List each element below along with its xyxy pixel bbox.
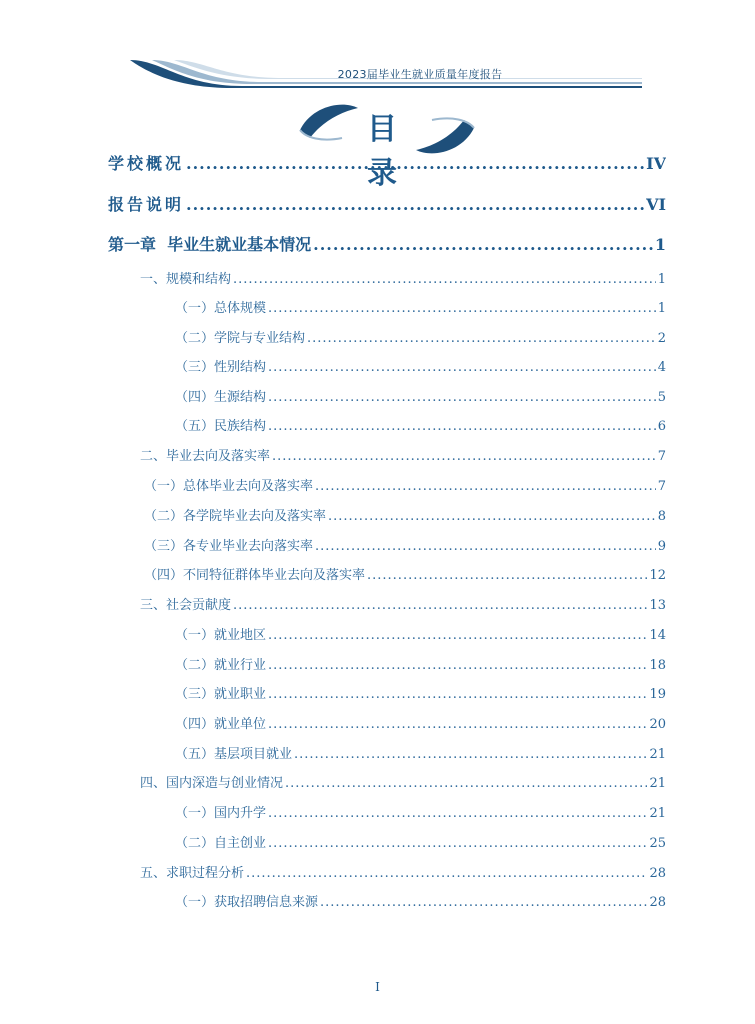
toc-entry-title: 五、求职过程分析 [140,866,245,881]
toc-entry-title: （一）国内升学 [175,806,267,821]
toc-entry-page: 2 [657,331,666,346]
toc-entry-subsection[interactable] [175,297,666,316]
dot-leader [307,331,656,346]
toc-entry-page: 28 [649,866,666,881]
dot-leader [268,836,647,851]
toc-entry-title: 报告说明 [108,195,185,214]
toc-entry-title: 一、规模和结构 [140,272,232,287]
toc-entry-title: （三）性别结构 [175,360,267,375]
dot-leader [315,539,656,554]
toc-entry-page: 18 [649,658,666,673]
report-header-title: 2023届毕业生就业质量年度报告 [337,68,503,81]
toc-entry-subsection[interactable] [144,475,666,494]
toc-entry-subsection[interactable] [175,683,666,702]
toc-entry-title: （三）就业职业 [175,687,267,702]
toc-entry-section[interactable] [140,862,666,881]
toc-entry-title: （一）总体毕业去向及落实率 [144,479,314,494]
toc-entry-title: 三、社会贡献度 [140,598,232,613]
toc-entry-subsection[interactable] [144,564,666,583]
toc-entry-page: 28 [649,895,666,910]
toc-entry-section[interactable] [140,445,666,464]
toc-entry-title: （二）学院与专业结构 [175,331,306,346]
dot-leader [320,895,647,910]
toc-entry-title: （一）总体规模 [175,301,267,316]
dot-leader [186,154,644,173]
toc-entry-page: 7 [657,449,666,464]
toc-entry-page: 21 [649,806,666,821]
toc-entry-page: 1 [654,235,666,254]
toc-entry-section[interactable] [140,772,666,791]
dot-leader [313,235,653,254]
toc-entry-subsection[interactable] [175,356,666,375]
dot-leader [272,449,656,464]
dot-leader [315,479,656,494]
dot-leader [328,509,656,524]
toc-entry-page: 7 [657,479,666,494]
dot-leader [268,360,656,375]
dot-leader [233,598,647,613]
toc-entry-page: 14 [649,628,666,643]
toc-entry-title: （二）就业行业 [175,658,267,673]
toc-entry-page: 1 [657,301,666,316]
toc-entry-title: （三）各专业毕业去向落实率 [144,539,314,554]
toc-entry-subsection[interactable] [175,891,666,910]
toc-entry-page: 12 [649,568,666,583]
dot-leader [268,628,647,643]
toc-entry-subsection[interactable] [175,327,666,346]
toc-entry-title: （二）自主创业 [175,836,267,851]
toc-entry-title: （四）就业单位 [175,717,267,732]
toc-entry-subsection[interactable] [175,386,666,405]
toc-entry-report-notes[interactable] [108,192,666,215]
toc-entry-title: （四）不同特征群体毕业去向及落实率 [144,568,366,583]
toc-entry-page: 1 [657,272,666,287]
toc-entry-page: 19 [649,687,666,702]
dot-leader [268,717,647,732]
toc-entry-page: 6 [657,419,666,434]
toc-entry-page: 25 [649,836,666,851]
toc-entry-page: 20 [649,717,666,732]
toc-entry-title: 二、毕业去向及落实率 [140,449,271,464]
toc-entry-subsection[interactable] [175,415,666,434]
toc-entry-page: 13 [649,598,666,613]
page-number: I [375,980,380,994]
toc-entry-title: （一）就业地区 [175,628,267,643]
toc-entry-school-overview[interactable] [108,151,666,174]
toc-entry-title: （二）各学院毕业去向及落实率 [144,509,327,524]
toc-entry-subsection[interactable] [175,832,666,851]
dot-leader [268,419,656,434]
dot-leader [268,658,647,673]
toc-entry-section[interactable] [140,268,666,287]
toc-entry-section[interactable] [140,594,666,613]
toc-entry-page: VI [646,195,666,214]
toc-entry-title: （四）生源结构 [175,390,267,405]
toc-heading: 目 录 [367,112,407,191]
toc-entry-page: 4 [657,360,666,375]
toc-entry-subsection[interactable] [144,535,666,554]
toc-entry-subsection[interactable] [175,624,666,643]
toc-entry-title: （五）民族结构 [175,419,267,434]
dot-leader [268,806,647,821]
toc-entry-page: IV [646,154,666,173]
dot-leader [285,776,647,791]
toc-entry-page: 21 [649,776,666,791]
toc-entry-title: 四、国内深造与创业情况 [140,776,284,791]
dot-leader [246,866,647,881]
dot-leader [233,272,656,287]
toc-entry-page: 5 [657,390,666,405]
toc-entry-subsection[interactable] [175,743,666,762]
toc-entry-page: 9 [657,539,666,554]
toc-entry-title: 学校概况 [108,154,185,173]
toc-entry-chapter-1[interactable] [108,232,666,255]
toc-entry-subsection[interactable] [175,802,666,821]
toc-entry-title: （五）基层项目就业 [175,747,293,762]
toc-entry-page: 21 [649,747,666,762]
toc-entry-title: （一）获取招聘信息来源 [175,895,319,910]
dot-leader [268,390,656,405]
toc-entry-page: 8 [657,509,666,524]
toc-entry-title: 第一章 毕业生就业基本情况 [108,235,312,254]
toc-entry-subsection[interactable] [144,505,666,524]
toc-entry-subsection[interactable] [175,713,666,732]
dot-leader [268,687,647,702]
dot-leader [294,747,647,762]
dot-leader [367,568,647,583]
toc-entry-subsection[interactable] [175,654,666,673]
dot-leader [186,195,644,214]
dot-leader [268,301,656,316]
